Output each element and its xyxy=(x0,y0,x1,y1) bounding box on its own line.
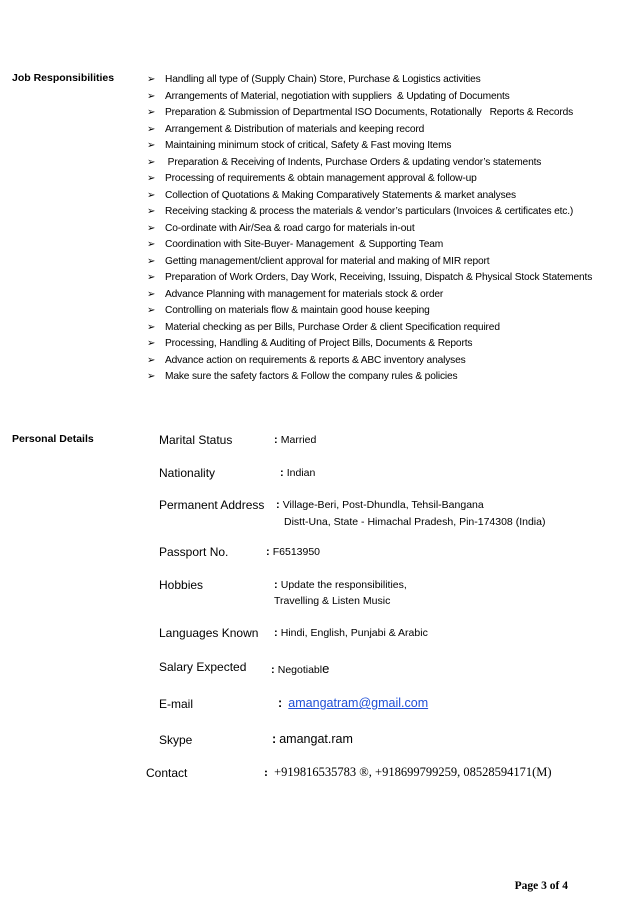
colon: : xyxy=(276,499,280,511)
contact-value: +919816535783 ®, +918699799259, 08528594171(M) xyxy=(274,765,552,779)
colon: : xyxy=(274,579,278,591)
skype-row xyxy=(272,732,353,746)
email-row xyxy=(278,696,428,710)
marital-status-label: Marital Status xyxy=(159,433,233,447)
job-responsibility-text: Receiving stacking & process the materials & vendor’s particulars (Invoices & certificates etc.) xyxy=(165,206,574,217)
job-responsibilities-list xyxy=(147,72,627,386)
job-responsibility-text: Material checking as per Bills, Purchase Order & client Specification required xyxy=(165,321,500,333)
job-responsibility-item xyxy=(147,237,627,254)
job-responsibility-text: Controlling on materials flow & maintain good house keeping xyxy=(165,305,430,316)
hobbies-line-2: Travelling & Listen Music xyxy=(274,595,391,607)
job-responsibility-item xyxy=(147,369,627,386)
job-responsibility-text: Coordination with Site-Buyer- Management & Supporting Team xyxy=(165,239,444,250)
arrow-bullet-icon: ➢ xyxy=(147,206,156,217)
job-responsibility-text: Collection of Quotations & Making Comparatively Statements & market analyses xyxy=(165,189,516,201)
arrow-bullet-icon: ➢ xyxy=(147,222,156,234)
job-responsibility-item xyxy=(147,105,627,122)
contact-label: Contact xyxy=(146,766,188,780)
arrow-bullet-icon: ➢ xyxy=(147,156,156,168)
job-responsibility-text: Advance action on requirements & reports & ABC inventory analyses xyxy=(165,354,466,366)
job-responsibility-text: Getting management/client approval for material and making of MIR report xyxy=(165,255,490,267)
hobbies-line-1: Update the responsibilities, xyxy=(280,579,407,591)
permanent-address-label: Permanent Address xyxy=(159,498,265,512)
colon: : xyxy=(272,732,277,746)
job-responsibility-item xyxy=(147,303,627,320)
colon: : xyxy=(271,664,275,676)
salary-label: Salary Expected xyxy=(159,660,247,674)
job-responsibility-text: Arrangements of Material, negotiation with suppliers & Updating of Documents xyxy=(165,90,510,102)
arrow-bullet-icon: ➢ xyxy=(147,305,156,316)
job-responsibility-item xyxy=(147,171,627,188)
arrow-bullet-icon: ➢ xyxy=(147,321,156,333)
email-label: E-mail xyxy=(159,697,194,711)
job-responsibility-item xyxy=(147,122,627,139)
email-link[interactable]: amangatram@gmail.com xyxy=(288,696,429,710)
personal-details-heading: Personal Details xyxy=(12,433,94,445)
arrow-bullet-icon: ➢ xyxy=(147,239,156,250)
job-responsibility-item xyxy=(147,72,627,89)
arrow-bullet-icon: ➢ xyxy=(147,74,156,85)
hobbies-row xyxy=(274,579,407,591)
permanent-address-row xyxy=(276,499,484,511)
colon: : xyxy=(266,546,270,558)
job-responsibility-text: Handling all type of (Supply Chain) Store, Purchase & Logistics activities xyxy=(165,74,481,85)
job-responsibility-text: Preparation & Receiving of Indents, Purchase Orders & updating vendor’s statements xyxy=(165,156,542,168)
colon: : xyxy=(264,765,268,779)
arrow-bullet-icon: ➢ xyxy=(147,272,156,283)
job-responsibility-item xyxy=(147,138,627,155)
languages-row xyxy=(274,627,428,639)
page-number: Page 3 of 4 xyxy=(514,880,568,892)
nationality-value: Indian xyxy=(286,467,316,479)
job-responsibilities-heading: Job Responsibilities xyxy=(12,72,115,84)
address-line-2: Distt-Una, State - Himachal Pradesh, Pin-174308 (India) xyxy=(284,516,546,528)
colon: : xyxy=(278,696,283,710)
colon: : xyxy=(274,434,278,446)
salary-row xyxy=(271,661,329,676)
arrow-bullet-icon: ➢ xyxy=(147,338,156,349)
hobbies-label: Hobbies xyxy=(159,578,204,592)
contact-row xyxy=(264,765,552,780)
job-responsibility-item xyxy=(147,270,627,287)
languages-value: Hindi, English, Punjabi & Arabic xyxy=(280,627,428,639)
job-responsibility-text: Processing of requirements & obtain management approval & follow-up xyxy=(165,173,477,184)
arrow-bullet-icon: ➢ xyxy=(147,371,156,382)
job-responsibility-item xyxy=(147,221,627,238)
job-responsibility-text: Preparation & Submission of Departmental ISO Documents, Rotationally Reports & Records xyxy=(165,107,574,118)
nationality-label: Nationality xyxy=(159,466,216,480)
arrow-bullet-icon: ➢ xyxy=(147,189,156,201)
job-responsibility-item xyxy=(147,353,627,370)
job-responsibility-text: Co-ordinate with Air/Sea & road cargo for materials in-out xyxy=(165,222,415,234)
job-responsibility-text: Processing, Handling & Auditing of Project Bills, Documents & Reports xyxy=(165,338,473,349)
job-responsibility-text: Advance Planning with management for materials stock & order xyxy=(165,288,444,300)
colon: : xyxy=(280,467,284,479)
passport-row xyxy=(266,546,320,558)
arrow-bullet-icon: ➢ xyxy=(147,90,156,102)
salary-value-tail: e xyxy=(322,661,330,676)
languages-label: Languages Known xyxy=(159,626,259,640)
arrow-bullet-icon: ➢ xyxy=(147,140,156,151)
job-responsibility-text: Maintaining minimum stock of critical, Safety & Fast moving Items xyxy=(165,140,452,151)
arrow-bullet-icon: ➢ xyxy=(147,123,156,135)
address-line-1: Village-Beri, Post-Dhundla, Tehsil-Bangana xyxy=(282,499,484,511)
job-responsibility-item xyxy=(147,254,627,271)
job-responsibility-item xyxy=(147,320,627,337)
job-responsibility-text: Make sure the safety factors & Follow the company rules & policies xyxy=(165,371,458,382)
passport-label: Passport No. xyxy=(159,545,229,559)
passport-value: F6513950 xyxy=(272,546,321,558)
colon: : xyxy=(274,627,278,639)
job-responsibility-text: Preparation of Work Orders, Day Work, Receiving, Issuing, Dispatch & Physical Stock Statements xyxy=(165,272,593,283)
skype-label: Skype xyxy=(159,733,193,747)
job-responsibility-item xyxy=(147,204,627,221)
job-responsibility-item xyxy=(147,89,627,106)
job-responsibility-item xyxy=(147,336,627,353)
arrow-bullet-icon: ➢ xyxy=(147,354,156,366)
job-responsibility-item xyxy=(147,188,627,205)
salary-value: Negotiabl xyxy=(277,664,323,676)
marital-status-value: Married xyxy=(280,434,317,446)
arrow-bullet-icon: ➢ xyxy=(147,255,156,267)
arrow-bullet-icon: ➢ xyxy=(147,173,156,184)
job-responsibility-text: Arrangement & Distribution of materials and keeping record xyxy=(165,123,425,135)
nationality-row xyxy=(280,467,315,479)
skype-value: amangat.ram xyxy=(279,732,353,746)
arrow-bullet-icon: ➢ xyxy=(147,288,156,300)
job-responsibility-item xyxy=(147,155,627,172)
marital-status-row xyxy=(274,434,316,446)
arrow-bullet-icon: ➢ xyxy=(147,107,156,118)
job-responsibility-item xyxy=(147,287,627,304)
